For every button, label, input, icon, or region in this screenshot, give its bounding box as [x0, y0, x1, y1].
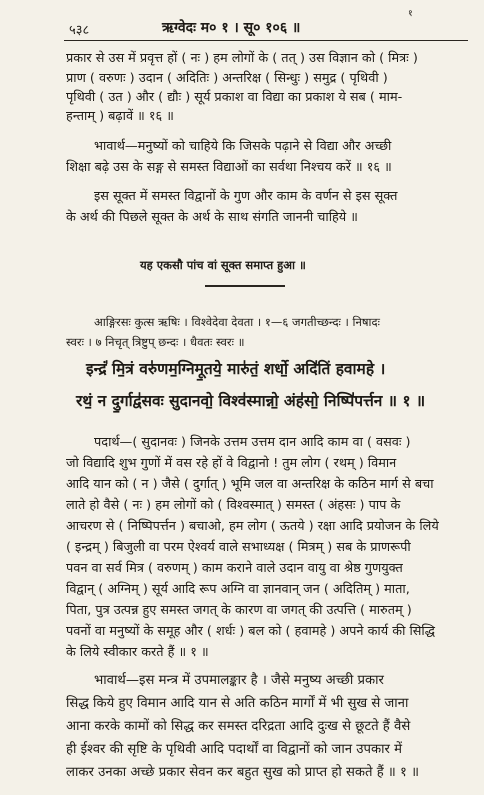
bhavartha-line: ही ईश्वर की सृष्टि के पृथिवी आदि पदार्थों वा विद्वानों को जान उपकार में [66, 742, 402, 757]
padartha-line: पिता, पुत्र उत्पन्न हुए समस्त जगत् के कारण वा जगत् की उत्पत्ति ( मारुतम् ) [66, 603, 412, 618]
rishi-info-line: स्वरः । ७ निचृत् त्रिष्टुप् छन्दः । धैवतः स्वरः ॥ [66, 335, 245, 349]
padartha-line: पदार्थ—( सुदानवः ) जिनके उत्तम उत्तम दान आदि काम वा ( वसवः ) [94, 435, 411, 450]
rishi-info-line: आङ्गिरसः कुत्स ऋषिः । विश्वेदेवा देवता । १—६ जगतीच्छन्दः । निषादः [94, 315, 380, 329]
mantra-line: इन्द्रं॑ मि॒त्रं वरु॑णम॒ग्निमू॒तये॒ मारु॑तं॒ शर्धो॒ अदि॑तिं हवामहे । [86, 359, 386, 378]
padartha-line: ( इन्द्रम् ) बिजुली वा परम ऐश्वर्य वाले सभाध्यक्ष ( मित्रम् ) सब के प्राणरूपी [66, 540, 411, 555]
padartha-line: विद्वान् ( अग्निम् ) सूर्य आदि रूप अग्नि वा ज्ञानवान् जन ( अदितिम् ) माता, [66, 582, 410, 597]
header-rule [64, 40, 468, 41]
text-line: प्रकार से उस में प्रवृत्त हों ( नः ) हम लोगों के ( तत् ) उस विज्ञान को ( मित्रः ) [66, 51, 418, 66]
page-number: ५३८ [69, 23, 90, 38]
padartha-line: लाते हो वैसे ( नः ) हम लोगों को ( विश्वस्मात् ) समस्त ( अंहसः ) पाप के [66, 498, 401, 513]
running-title: ऋग्वेदः म० १ । सू० १०६ ॥ [162, 20, 301, 36]
section-divider [205, 285, 285, 287]
bhavartha-line: सिद्ध किये हुए विमान आदि यान से अति कठिन मार्गों में भी सुख से जाना [66, 696, 409, 711]
sukta-end-note: यह एकसौ पांच वां सूक्त समाप्त हुआ ॥ [140, 258, 306, 272]
text-line: हन्ताम् ) बढ़ावें ॥ १६ ॥ [66, 109, 174, 124]
bhavartha-line: आना करके कामों को सिद्ध कर समस्त दरिद्रता आदि दुःख से छूटते हैं वैसे [66, 719, 411, 734]
bhavartha-line: लाकर उनका अच्छे प्रकार सेवन कर बहुत सुख को प्राप्त हो सकते हैं ॥ १ ॥ [66, 765, 419, 780]
header-mark: १ [408, 9, 413, 19]
padartha-line: आदि यान को ( न ) जैसे ( दुर्गात् ) भूमि जल वा अन्तरिक्ष के कठिन मार्ग से बचा [66, 477, 434, 492]
bhavartha-line: भावार्थ—इस मन्त्र में उपमालङ्कार है । जैसे मनुष्य अच्छी प्रकार [94, 673, 384, 688]
text-line: के अर्थ की पिछले सूक्त के अर्थ के साथ संगति जाननी चाहिये ॥ [66, 210, 358, 225]
bhavartha-line: शिक्षा बढ़े उस के सङ्ग से समस्त विद्याओं का सर्वथा निश्चय करें ॥ १६ ॥ [66, 160, 392, 175]
bhavartha-line: भावार्थ—मनुष्यों को चाहिये कि जिसके पढ़ाने से विद्या और अच्छी [94, 139, 392, 154]
text-line: इस सूक्त में समस्त विद्वानों के गुण और काम के वर्णन से इस सूक्त [94, 189, 398, 204]
padartha-line: पवनों वा मनुष्यों के समूह और ( शर्धः ) बल को ( हवामहे ) अपने कार्य की सिद्धि [66, 624, 435, 639]
text-line: पृथिवी ( उत ) और ( द्यौः ) सूर्य प्रकाश वा विद्या का प्रकाश ये सब ( माम- [66, 90, 403, 105]
padartha-line: पवन वा सर्व मित्र ( वरुणम् ) काम कराने वाले उदान वायु वा श्रेष्ठ गुणयुक्त [66, 561, 403, 576]
padartha-line: आचरण से ( निष्पिपर्त्तन ) बचाओ, हम लोग ( ऊतये ) रक्षा आदि प्रयोजन के लिये [66, 519, 439, 534]
padartha-line: जो विद्यादि शुभ गुणों में वस रहे हों वे विद्वानो ! तुम लोग ( रथम् ) विमान [66, 456, 397, 471]
mantra-line: रथं॒ न दु॒र्गाद्व॑सवः सुदानवो॒ विश्व॑स्मान्नो॒ अंह॑सो॒ निष्पि॑पर्त्तन ॥ १ ॥ [76, 391, 426, 410]
padartha-line: के लिये स्वीकार करते हैं ॥ १ ॥ [66, 645, 209, 660]
text-line: प्राण ( वरुणः ) उदान ( अदितिः ) अन्तरिक्ष ( सिन्धुः ) समुद्र ( पृथिवी ) [66, 71, 388, 86]
